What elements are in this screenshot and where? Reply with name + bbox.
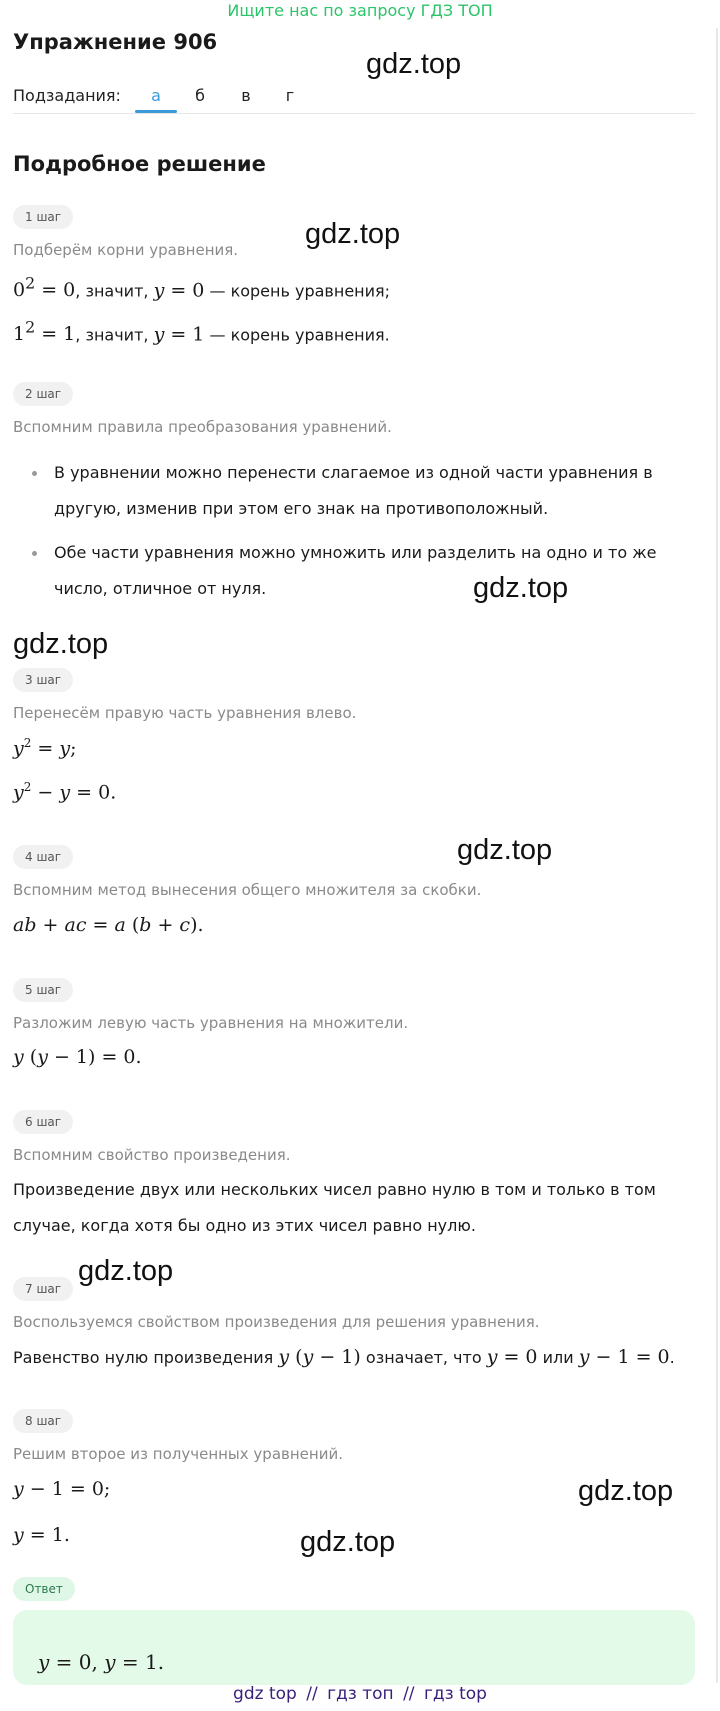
step-badge-4: 4 шаг	[13, 845, 73, 869]
step-7-caption: Воспользуемся свойством произведения для решения уравнения.	[13, 1313, 540, 1331]
step-7-text-b: означает, что	[360, 1348, 487, 1367]
subtask-tab-g[interactable]: г	[285, 86, 295, 105]
step-2-caption: Вспомним правила преобразования уравнений.	[13, 418, 392, 436]
step-badge-2: 2 шаг	[13, 382, 73, 406]
step-4-caption: Вспомним метод вынесения общего множителя за скобки.	[13, 881, 482, 899]
step-1-line-2-tail: — корень уравнения.	[204, 325, 390, 345]
step-6-text: Произведение двух или нескольких чисел равно нулю в том и только в том случае, когда хотя бы одно из этих чисел равно нулю.	[13, 1180, 656, 1235]
subtask-tab-a[interactable]: а	[151, 86, 161, 105]
step-badge-3: 3 шаг	[13, 668, 73, 692]
top-banner: Ищите нас по запросу ГДЗ ТОП	[227, 1, 493, 20]
watermark: gdz.top	[473, 572, 569, 604]
step-7-text-d: .	[669, 1348, 675, 1367]
step-badge-8: 8 шаг	[13, 1409, 73, 1433]
watermark: gdz.top	[300, 1526, 396, 1558]
step-7-text: Равенство нулю произведения y (y − 1) означает, что y = 0 или y − 1 = 0.	[13, 1346, 675, 1368]
footer-links	[0, 1684, 720, 1704]
watermark: gdz.top	[457, 834, 553, 866]
step-1-line-1-text: , значит,	[75, 281, 154, 301]
answer-badge: Ответ	[13, 1577, 75, 1601]
subtask-tab-v[interactable]: в	[241, 86, 251, 105]
step-3-caption: Перенесём правую часть уравнения влево.	[13, 704, 357, 722]
footer-separator: //	[403, 1684, 415, 1704]
step-7-text-c: или	[537, 1348, 579, 1367]
scrollbar-track[interactable]	[716, 28, 718, 1683]
footer-link-gdz-top-mixed[interactable]: гдз top	[423, 1684, 487, 1704]
step-8-caption: Решим второе из полученных уравнений.	[13, 1445, 343, 1463]
step-1-caption: Подберём корни уравнения.	[13, 241, 239, 259]
rule-item-1: В уравнении можно перенести слагаемое из одной части уравнения в другую, изменив при этом его знак на противоположный.	[28, 455, 668, 527]
step-8-eq-1: y − 1 = 0;	[13, 1478, 111, 1500]
rules-list	[28, 455, 668, 615]
rule-item-2: Обе части уравнения можно умножить или разделить на одно и то же число, отличное от нуля.	[28, 535, 668, 607]
step-1-line-1: $0^2 = 0$, значит, y = 0 — корень уравнения;	[13, 274, 391, 302]
subtask-tab-b[interactable]: б	[195, 86, 205, 105]
step-6-caption: Вспомним свойство произведения.	[13, 1146, 291, 1164]
watermark: gdz.top	[78, 1255, 174, 1287]
step-3-eq-2: $y^2 - y = 0$.	[13, 780, 117, 804]
watermark: gdz.top	[366, 48, 462, 80]
step-5-eq: y (y − 1) = 0.	[13, 1046, 142, 1068]
watermark: gdz.top	[578, 1475, 674, 1507]
step-8-eq-2: y = 1.	[13, 1524, 70, 1546]
step-badge-7: 7 шаг	[13, 1277, 73, 1301]
subtasks-label: Подзадания:	[13, 86, 121, 105]
step-5-caption: Разложим левую часть уравнения на множители.	[13, 1014, 409, 1032]
step-7-text-a: Равенство нулю произведения	[13, 1348, 279, 1367]
step-4-formula: ab + ac = a (b + c).	[13, 914, 204, 936]
tabs-divider	[13, 113, 695, 114]
footer-separator: //	[306, 1684, 318, 1704]
answer-value: y = 0, y = 1.	[38, 1650, 165, 1674]
step-badge-6: 6 шаг	[13, 1110, 73, 1134]
page-title: Упражнение 906	[13, 30, 218, 54]
footer-link-gdz-top[interactable]: gdz top	[233, 1684, 297, 1704]
step-badge-1: 1 шаг	[13, 205, 73, 229]
step-1-line-2: $1^2 = 1$, значит, y = 1 — корень уравнения.	[13, 318, 390, 346]
footer-link-gdz-top-ru[interactable]: гдз топ	[327, 1684, 394, 1704]
step-3-eq-1: $y^2 = y$;	[13, 736, 77, 760]
watermark: gdz.top	[305, 218, 401, 250]
section-heading: Подробное решение	[13, 152, 266, 176]
watermark: gdz.top	[13, 628, 109, 660]
step-1-line-1-tail: — корень уравнения;	[204, 281, 391, 301]
step-badge-5: 5 шаг	[13, 978, 73, 1002]
step-1-line-2-text: , значит,	[75, 325, 154, 345]
